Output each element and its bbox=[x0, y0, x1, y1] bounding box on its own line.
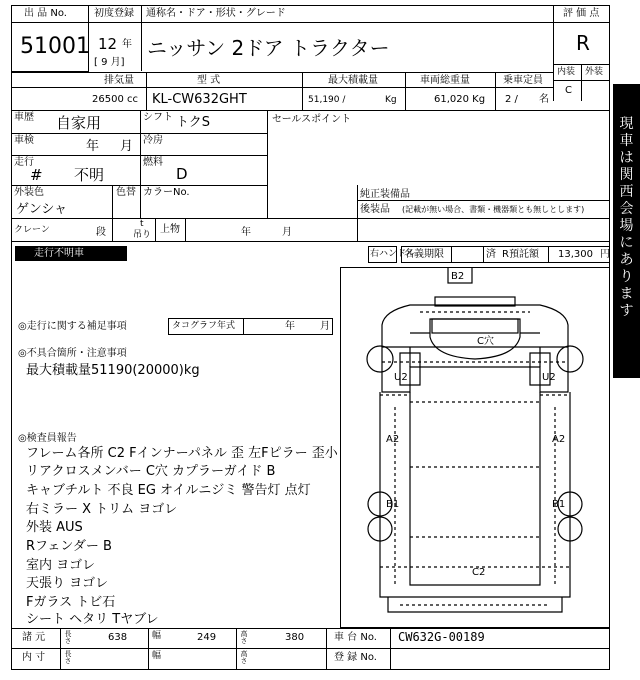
dims-label: 諸 元 bbox=[22, 632, 46, 643]
upper-label: 上物 bbox=[160, 224, 180, 235]
in-length-label: 長さ bbox=[64, 650, 72, 664]
inspector-line: キャブチルト 不良 EG オイルニジミ 警告灯 点灯 bbox=[26, 483, 311, 498]
inspection-month: 月 bbox=[120, 139, 134, 154]
genuine-equipment-label: 純正装備品 bbox=[360, 189, 410, 200]
in-height-label: 高さ bbox=[240, 650, 248, 664]
recycle-ko: 済 bbox=[486, 249, 496, 260]
shift: トクS bbox=[176, 115, 210, 130]
defects-label: ◎不具合箇所・注意事項 bbox=[18, 348, 127, 359]
side-banner bbox=[613, 84, 640, 378]
color-code-label: 色替 bbox=[116, 187, 136, 198]
height-label: 高さ bbox=[240, 630, 248, 644]
vehicle-name: ニッサン 2ドア トラクター bbox=[147, 36, 390, 60]
diagram-label-a2-right: A2 bbox=[552, 434, 566, 445]
exterior-color: ゲンシャ bbox=[16, 202, 68, 217]
truck-diagram bbox=[340, 267, 610, 628]
height: 380 bbox=[285, 632, 305, 643]
front-left-wheel bbox=[367, 346, 393, 372]
diagram-label-u2-right: U2 bbox=[542, 372, 556, 383]
crane-ton: t bbox=[140, 219, 144, 229]
inspector-line: フレーム各所 C2 Fインナーパネル 歪 左Fピラー 歪小 bbox=[26, 446, 338, 461]
in-width-label: 幅 bbox=[152, 651, 162, 661]
lot-no-label: 出 品 No. bbox=[24, 8, 67, 19]
tacho-label: タコグラフ年式 bbox=[172, 321, 236, 331]
retrofit-note: (記載が無い場合、書類・機器類とも無しとします) bbox=[402, 205, 585, 214]
mileage-label: 走行 bbox=[14, 157, 34, 168]
inspection-year: 年 bbox=[86, 139, 100, 154]
first-reg-label: 初度登録 bbox=[94, 8, 134, 19]
inspector-line: シート ヘタリ Tヤブレ bbox=[26, 612, 159, 627]
upper-year: 年 bbox=[241, 227, 251, 238]
diagram-label-u2-left: U2 bbox=[394, 372, 408, 383]
interior-dims-label: 内 寸 bbox=[22, 652, 46, 663]
cab-roof bbox=[430, 319, 520, 359]
name-label: 通称名・ドア・形状・グレード bbox=[146, 8, 286, 19]
exterior-color-label: 外装色 bbox=[14, 187, 44, 198]
inspector-label: ◎検査員報告 bbox=[18, 433, 77, 444]
side-banner-char: 西 bbox=[619, 184, 634, 200]
year-unit: 年 bbox=[122, 39, 132, 50]
displacement-label: 排気量 bbox=[104, 75, 134, 86]
length: 638 bbox=[108, 632, 128, 643]
fuel-label: 燃料 bbox=[143, 157, 163, 168]
sales-point-label: セールスポイント bbox=[272, 114, 352, 125]
history: 自家用 bbox=[56, 114, 102, 132]
side-banner-char: は bbox=[619, 150, 634, 166]
inspector-line: 室内 ヨゴレ bbox=[26, 558, 96, 573]
side-banner-char: 車 bbox=[619, 133, 634, 149]
transfer-label: 名義期限 bbox=[404, 249, 444, 260]
capacity: 2 / bbox=[505, 94, 518, 105]
ac-label: 冷房 bbox=[143, 135, 163, 146]
interior-grade: C bbox=[565, 85, 572, 96]
side-banner-char: り bbox=[619, 269, 634, 285]
grade: R bbox=[576, 31, 590, 55]
upper-month: 月 bbox=[282, 227, 292, 238]
capacity-unit: 名 bbox=[539, 94, 549, 105]
inspector-line: リアクロスメンバー C穴 カプラーガイド B bbox=[26, 464, 276, 479]
side-banner-char: に bbox=[619, 235, 634, 251]
retrofit-label: 後装品 bbox=[360, 204, 390, 215]
interior-grade-label: 内装 bbox=[557, 67, 576, 77]
crane-stage: 段 bbox=[96, 227, 106, 238]
reg-no-label: 登 録 No. bbox=[334, 652, 377, 663]
width-label: 幅 bbox=[152, 631, 162, 641]
mileage: 不明 bbox=[74, 166, 105, 184]
diagram-label-c-ana: C穴 bbox=[477, 336, 494, 347]
grade-label: 評 価 点 bbox=[563, 8, 600, 19]
defect-line: 最大積載量51190(20000)kg bbox=[26, 363, 200, 378]
recycle-unit: 円 bbox=[600, 249, 610, 260]
side-banner-char: 現 bbox=[619, 116, 634, 132]
diagram-label-c2: C2 bbox=[472, 567, 486, 578]
inspector-line: Fガラス トビ石 bbox=[26, 595, 116, 610]
side-banner-text bbox=[613, 116, 640, 320]
model-label: 型 式 bbox=[197, 75, 221, 86]
cab-outline bbox=[382, 305, 568, 347]
inspector-line: 天張り ヨゴレ bbox=[26, 576, 109, 591]
history-label: 車歴 bbox=[14, 112, 34, 123]
inspector-line: 右ミラー X トリム ヨゴレ bbox=[26, 502, 178, 517]
displacement: 26500 cc bbox=[92, 94, 138, 105]
max-load-label: 最大積載量 bbox=[328, 75, 378, 86]
recycle-label: R預託額 bbox=[502, 249, 539, 260]
right-hand: 右ハンドル bbox=[370, 249, 416, 259]
fuel: D bbox=[176, 165, 188, 183]
gross-weight-label: 車両総重量 bbox=[420, 75, 470, 86]
front-right-wheel bbox=[557, 346, 583, 372]
capacity-label: 乗車定員 bbox=[503, 75, 543, 86]
width: 249 bbox=[197, 632, 217, 643]
year-value: 12 bbox=[98, 35, 118, 53]
diagram-label-b1-left: B1 bbox=[386, 499, 400, 510]
windshield-top bbox=[432, 319, 518, 333]
shift-label: シフト bbox=[143, 112, 173, 123]
diagram-label-b2: B2 bbox=[451, 271, 465, 282]
month-value: [ 9 月] bbox=[94, 57, 125, 68]
side-banner-char: 会 bbox=[619, 201, 634, 217]
bottom-diamond: ◆◇ bbox=[615, 341, 631, 356]
inspection-label: 車検 bbox=[14, 135, 34, 146]
max-load-unit: Kg bbox=[385, 95, 397, 105]
tacho-year: 年 bbox=[285, 321, 295, 332]
mileage-prefix: # bbox=[30, 166, 43, 184]
exterior-grade-label: 外装 bbox=[585, 67, 604, 77]
side-banner-char: ま bbox=[619, 286, 634, 302]
inspector-line: 外装 AUS bbox=[26, 520, 83, 535]
gross-weight: 61,020 Kg bbox=[434, 94, 486, 105]
diagram-label-a2-left: A2 bbox=[386, 434, 400, 445]
inspector-line: Rフェンダー B bbox=[26, 539, 112, 554]
chassis-label: 車 台 No. bbox=[334, 632, 377, 643]
color-no-label: カラーNo. bbox=[143, 187, 190, 198]
diagram-label-b1-right: B1 bbox=[552, 499, 566, 510]
side-banner-char: 関 bbox=[619, 167, 634, 183]
max-load: 51,190 / bbox=[308, 95, 346, 105]
chassis-no: CW632G-00189 bbox=[398, 630, 485, 644]
side-banner-char: す bbox=[619, 303, 634, 319]
tacho-month: 月 bbox=[320, 321, 330, 332]
model: KL-CW632GHT bbox=[152, 92, 247, 107]
recycle-amount: 13,300 bbox=[558, 249, 593, 260]
length-label: 長さ bbox=[64, 630, 72, 644]
side-banner-char: あ bbox=[619, 252, 634, 268]
lot-no: 51001 bbox=[20, 34, 90, 59]
crane-hang: 吊り bbox=[133, 230, 152, 240]
mileage-unknown-text: 走行不明車 bbox=[34, 248, 84, 259]
side-banner-char: 場 bbox=[619, 218, 634, 234]
crane-label: クレーン bbox=[14, 225, 50, 235]
driving-label: ◎走行に関する補足事項 bbox=[18, 321, 127, 332]
